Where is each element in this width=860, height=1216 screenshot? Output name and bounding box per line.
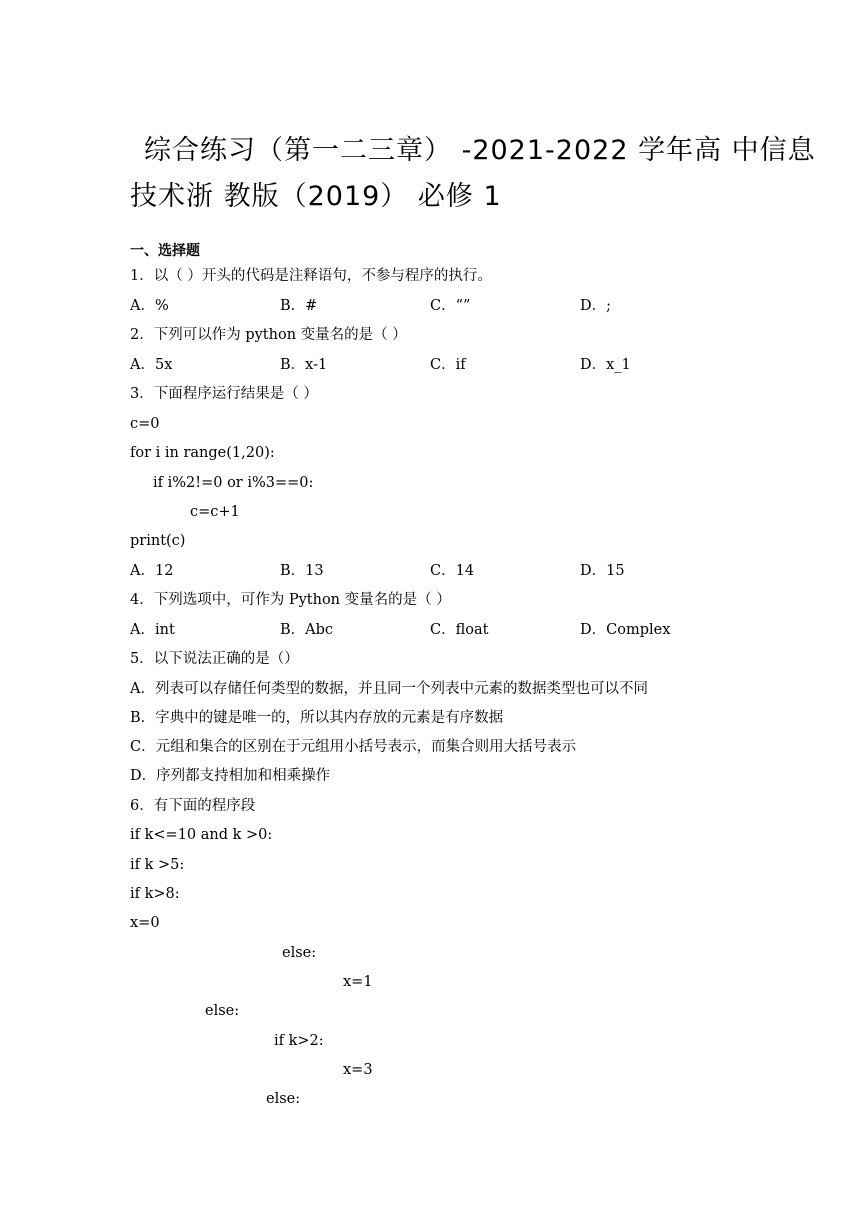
code-line: else: xyxy=(205,1003,240,1019)
code-line: if k<=10 and k >0: xyxy=(130,827,273,843)
question-3-option-c: C．14 xyxy=(430,563,475,579)
section-heading: 一、选择题 xyxy=(130,243,200,259)
question-2-stem: 2．下列可以作为 python 变量名的是（ ） xyxy=(130,327,407,343)
code-line: if k >5: xyxy=(130,857,185,873)
question-4-option-a: A．int xyxy=(130,622,175,638)
code-line: if k>8: xyxy=(130,886,180,902)
document-title xyxy=(130,128,816,220)
question-5-option-a: A．列表可以存储任何类型的数据，并且同一个列表中元素的数据类型也可以不同 xyxy=(130,681,648,697)
question-1-option-a: A．% xyxy=(130,298,169,314)
code-line: x=0 xyxy=(130,915,160,931)
question-1-stem: 1．以（ ）开头的代码是注释语句，不参与程序的执行。 xyxy=(130,268,492,284)
code-line: print(c) xyxy=(130,533,186,549)
question-5-option-b: B．字典中的键是唯一的，所以其内存放的元素是有序数据 xyxy=(130,710,504,726)
question-4-option-b: B．Abc xyxy=(280,622,334,638)
question-3-stem: 3．下面程序运行结果是（ ） xyxy=(130,386,318,402)
question-3-option-d: D．15 xyxy=(580,563,625,579)
question-4-option-c: C．float xyxy=(430,622,489,638)
code-line: c=c+1 xyxy=(190,504,240,520)
question-1-option-b: B．# xyxy=(280,298,318,314)
question-4-option-d: D．Complex xyxy=(580,622,671,638)
title-line-2: 技术浙 教版（2019） 必修 1 xyxy=(130,181,502,212)
question-2-option-c: C．if xyxy=(430,357,466,373)
code-line: else: xyxy=(266,1091,301,1107)
code-line: if i%2!=0 or i%3==0: xyxy=(153,475,314,491)
question-6-stem: 6．有下面的程序段 xyxy=(130,798,256,814)
question-3-option-b: B．13 xyxy=(280,563,324,579)
code-line: c=0 xyxy=(130,416,160,432)
question-5-option-d: D．序列都支持相加和相乘操作 xyxy=(130,768,331,784)
code-line: x=3 xyxy=(343,1062,373,1078)
question-2-option-d: D．x_1 xyxy=(580,357,631,373)
title-line-1: 综合练习（第一二三章） -2021-2022 学年高 中信息 xyxy=(144,135,816,166)
code-line: else: xyxy=(282,945,317,961)
question-2-option-a: A．5x xyxy=(130,357,173,373)
code-line: for i in range(1,20): xyxy=(130,445,275,461)
question-4-stem: 4．下列选项中，可作为 Python 变量名的是（ ） xyxy=(130,592,451,608)
question-1-option-d: D．; xyxy=(580,298,612,314)
question-3-option-a: A．12 xyxy=(130,563,174,579)
question-5-stem: 5．以下说法正确的是（） xyxy=(130,651,299,667)
question-2-option-b: B．x-1 xyxy=(280,357,328,373)
question-5-option-c: C．元组和集合的区别在于元组用小括号表示，而集合则用大括号表示 xyxy=(130,739,577,755)
code-line: if k>2: xyxy=(274,1033,324,1049)
code-line: x=1 xyxy=(343,974,373,990)
question-1-option-c: C．“” xyxy=(430,298,471,314)
